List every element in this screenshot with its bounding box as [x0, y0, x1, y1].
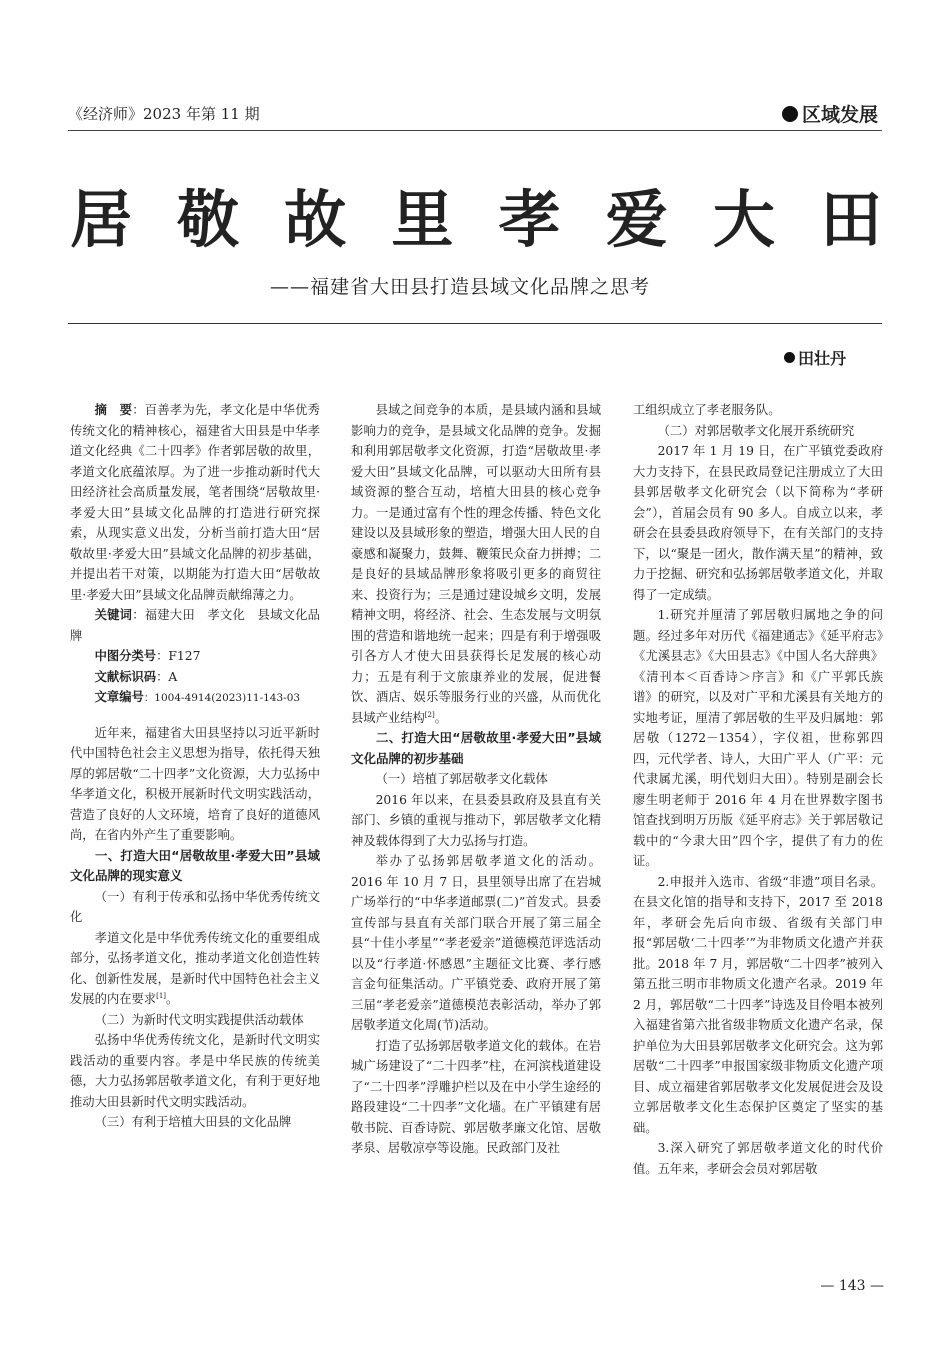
article-number-label: 文章编号: [94, 690, 144, 704]
article-number-text: ：1004-4914(2023)11-143-03: [143, 692, 301, 704]
title-char: 里: [391, 183, 454, 256]
paragraph-end: 。: [166, 992, 179, 1006]
body-paragraph: 工组织成立了孝老服务队。: [633, 403, 781, 417]
article-title: [70, 180, 882, 260]
title-char: 敬: [177, 183, 240, 256]
body-paragraph: 2016 年以来，在县委县政府及县直有关部门、乡镇的重视与推动下，郭居敬孝文化精神及载体得到了大力弘扬与打造。: [351, 792, 601, 848]
body-paragraph: 举办了弘扬郭居敬孝道文化的活动。2016 年 10 月 7 日，县里领导出席了在岩城广场举行的“中华孝道邮票(二)”首发式。县委宣传部与县直有关部门联合开展了第三届全县“十佳小孝星”“孝老爱亲”道德模范评选活动以及“行孝道·怀感恩”主题征文比赛、孝行感言金句征集活动。广平镇党委、政府开展了第三届“孝老爱亲”道德模范表彰活动，举办了郭居敬孝道文化周(节)活动。: [351, 854, 601, 1032]
paragraph-text: 孝道文化是中华优秀传统文化的重要组成部分，弘扬孝道文化，推动孝道文化创造性转化、创新性发展，是新时代中国特色社会主义发展的内在要求: [70, 930, 320, 1006]
abstract-label: 摘 要: [94, 403, 133, 417]
document-code-text: ：A: [156, 669, 178, 684]
subsection-heading: （一）培植了郭居敬孝文化载体: [375, 772, 548, 786]
section-heading-1: 一、打造大田“居敬故里·孝爱大田”县域文化品牌的现实意义: [70, 847, 320, 883]
title-char: 爱: [605, 183, 668, 256]
paragraph-end: 。: [434, 710, 448, 725]
body-paragraph: 打造了弘扬郭居敬孝道文化的载体。在岩城广场建设了“二十四孝”柱，在河滨栈道建设了“二十四孝”浮雕护栏以及在中小学生途经的路段建设“二十四孝”文化墙。在广平镇建有居敬书院、百香诗院、郭居敬孝廉文化馆、居敬孝泉、居敬凉亭等设施。民政部门及社: [351, 1038, 601, 1155]
clc-text: ：F127: [156, 649, 201, 663]
article-number: [70, 687, 320, 709]
clc-number: [70, 646, 320, 667]
keywords-label: 关键词: [94, 608, 133, 622]
abstract-text: ：百善孝为先，孝文化是中华优秀传统文化的精神核心，福建省大田县是中华孝道文化经典《二十四孝》作者郭居敬的故里，孝道文化底蕴浓厚。为了进一步推动新时代大田经济社会高质量发展，笔者围绕“居敬故里·孝爱大田”县域文化品牌的打造进行研究探索，从现实意义出发，分析当前打造大田“居敬故里·孝爱大田”县域文化品牌的初步基础，并提出若干对策，以期能为打造大田“居敬故里·孝爱大田”县域文化品牌贡献绵薄之力。: [70, 403, 320, 602]
citation-ref[interactable]: [2]: [424, 710, 435, 719]
body-paragraph: 2.申报并入选市、省级“非遗”项目名录。在县文化馆的指导和支持下，2017 至 2018 年，孝研会先后向市级、省级有关部门申报“郭居敬‘二十四孝’”为非物质文化遗产并获批。2018 年 7 月，郭居敬“二十四孝”被列入第五批三明市非物质文化遗产名录。2019 年 2 月，郭居敬“二十四孝”诗选及目伶唱本被列入福建省第六批省级非物质文化遗产名录，保护单位为大田县郭居敬孝文化研究会。这为郭居敬“二十四孝”申报国家级非物质文化遗产项目、成立福建省郭居敬孝文化发展促进会及设立郭居敬孝文化生态保护区奠定了坚实的基础。: [633, 874, 883, 1135]
section-heading-2: 二、打造大田“居敬故里·孝爱大田”县域文化品牌的初步基础: [351, 730, 601, 766]
body-paragraph: 3.深入研究了郭居敬孝道文化的时代价值。五年来，孝研会会员对郭居敬: [633, 1141, 883, 1176]
subsection-heading: （三）有利于培植大田县的文化品牌: [94, 1115, 292, 1129]
intro-paragraph: 近年来，福建省大田县坚持以习近平新时代中国特色社会主义思想为指导，依托得天独厚的郭居敬“二十四孝”文化资源，大力弘扬中华孝道文化，积极开展新时代文明实践活动，营造了良好的人文环境，培育了良好的道德风尚，在省内外产生了重要影响。: [70, 725, 320, 842]
column-2: [351, 400, 601, 1159]
title-char: 大: [712, 183, 775, 256]
black-circle-icon: [782, 106, 798, 122]
section-label: [782, 100, 878, 127]
document-code-label: 文献标识码: [94, 669, 157, 684]
title-char: 故: [284, 183, 347, 256]
title-char: 孝: [498, 183, 561, 256]
column-1: [70, 400, 320, 1133]
title-divider: [68, 323, 882, 324]
citation-ref[interactable]: [1]: [156, 991, 167, 1000]
abstract: [70, 400, 320, 605]
subsection-heading: （二）为新时代文明实践提供活动载体: [94, 1012, 304, 1027]
subsection-heading: （二）对郭居敬孝文化展开系统研究: [657, 423, 855, 438]
body-paragraph: 弘扬中华优秀传统文化，是新时代文明实践活动的重要内容。孝是中华民族的传统美德，大力弘扬郭居敬孝道文化，有利于更好地推动大田县新时代文明实践活动。: [70, 1033, 320, 1109]
keywords: [70, 605, 320, 646]
body-paragraph: 2017 年 1 月 19 日，在广平镇党委政府大力支持下，在县民政局登记注册成立了大田县郭居敬孝文化研究会（以下简称为“孝研会”），首届会员有 90 多人。自成立以来，孝研会在县委县政府领导下，在有关部门的支持下，以“聚是一团火，散作满天星”的精神，致力于挖掘、研究和弘扬郭居敬孝道文化，并取得了一定成绩。: [633, 444, 883, 602]
section-name: 区域发展: [801, 104, 878, 126]
column-3: [633, 400, 883, 1179]
page-number: — 143 —: [820, 1278, 884, 1294]
body-paragraph: [70, 928, 320, 1010]
author-line: [784, 346, 846, 369]
paragraph-text: 县域之间竞争的本质，是县域内涵和县域影响力的竞争，是县域文化品牌的竞争。发掘和利用郭居敬孝文化资源，打造“居敬故里·孝爱大田”县域文化品牌，可以驱动大田所有县域资源的整合互动，培植大田县的核心竞争力。一是通过富有个性的理念传播、特色文化建设以及县域形象的塑造，增强大田人民的自豪感和凝聚力，鼓舞、鞭策民众奋力拼搏；二是良好的县域品牌形象将吸引更多的商贸往来、投资行为；三是通过建设城乡文明，发展精神文明，将经济、社会、生态发展与文明氛围的营造和谐地统一起来；四是有利于增强吸引各方人才使大田县获得长足发展的核心动力；五是有利于文旅康养业的发展，促进餐饮、酒店、娱乐等服务行业的兴盛，从而优化县域产业结构: [351, 403, 601, 725]
journal-issue: 《经济师》2023 年第 11 期: [68, 105, 260, 123]
title-char: 居: [70, 183, 133, 256]
keywords-text: ：福建大田 孝文化 县域文化品牌: [70, 608, 320, 643]
black-circle-icon: [784, 352, 795, 363]
author-name: 田壮丹: [797, 349, 846, 368]
header-divider: [68, 130, 882, 131]
document-code: [70, 667, 320, 688]
body-paragraph: 1.研究并厘清了郭居敬归属地之争的问题。经过多年对历代《福建通志》《延平府志》《尤溪县志》《大田县志》《中国人名大辞典》《清刊本＜百香诗＞序言》和《广平郭氏族谱》的研究，以及对广平和尤溪县有关地方的实地考证，厘清了郭居敬的生平及归属地：郭居敬（1272－1354），字仪祖，世称郭四四，元代学者、诗人，大田广平人（广平：元代隶属尤溪，明代划归大田）。特别是副会长廖生明老师于 2016 年 4 月在世界数字图书馆查找到明万历版《延平府志》关于郭居敬记载中的“今隶大田”四个字，提供了有力的佐证。: [633, 608, 883, 868]
body-paragraph: [351, 400, 601, 728]
article-subtitle: ——福建省大田县打造县域文化品牌之思考: [270, 276, 651, 298]
title-char: 田: [819, 183, 882, 256]
clc-label: 中图分类号: [94, 649, 157, 663]
subsection-heading: （一）有利于传承和弘扬中华优秀传统文化: [70, 889, 320, 924]
